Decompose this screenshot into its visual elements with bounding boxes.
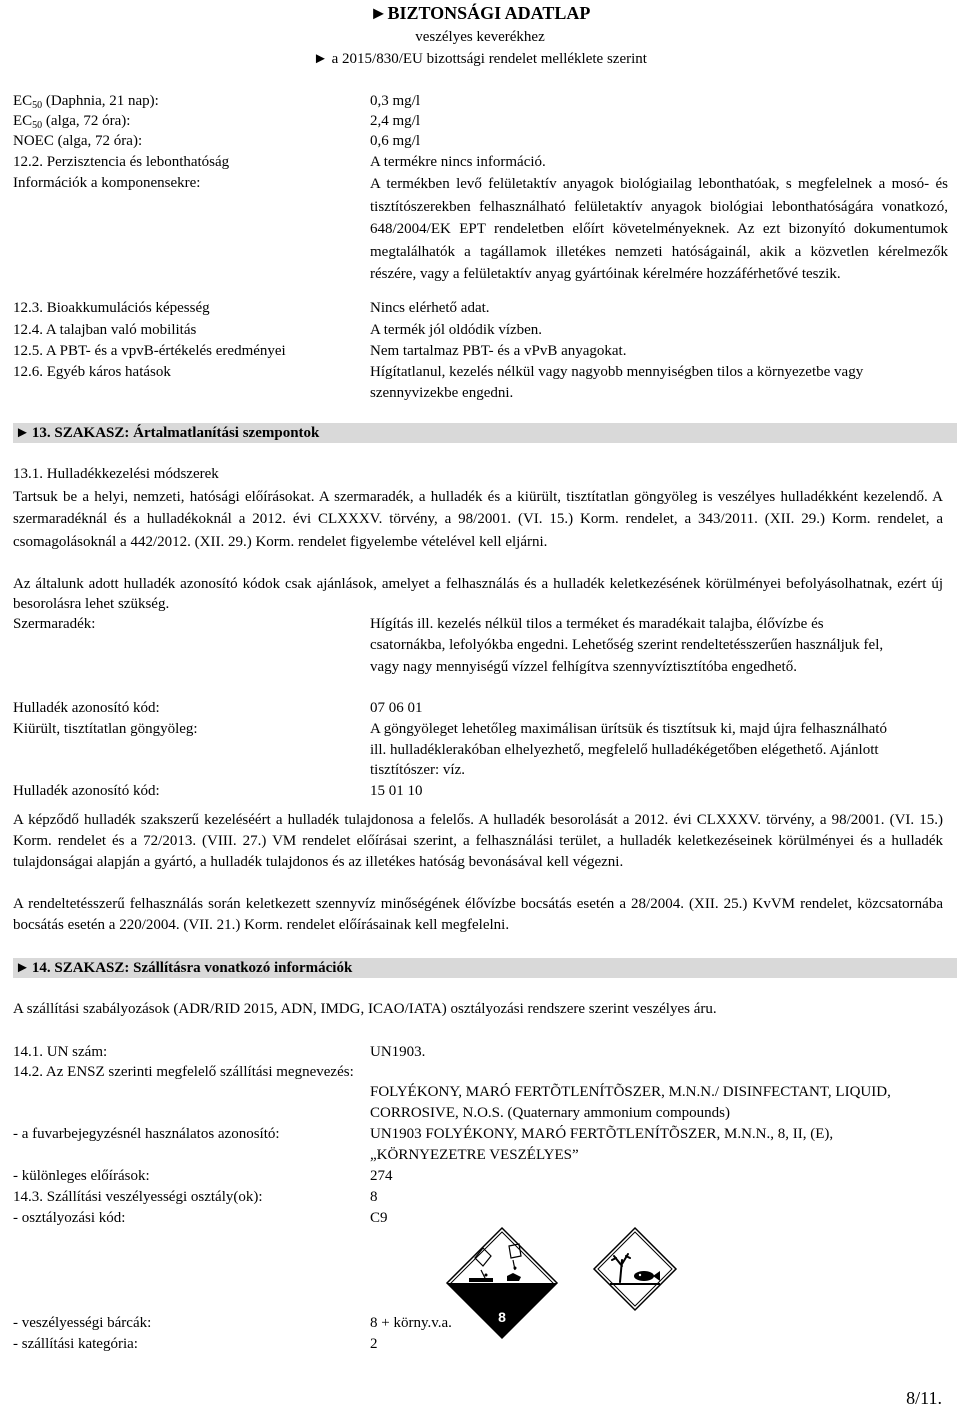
ecotox-label: NOEC (alga, 72 óra):: [13, 133, 143, 149]
ecotox-label: $EC_{50}$ (Daphnia, 21 nap):: [13, 93, 159, 111]
persistence-value: A termékre nincs információ.: [370, 154, 546, 170]
shipping-name-value: FOLYÉKONY, MARÓ FERTÕTLENÍTÕSZER, M.N.N./ DISINFECTANT, LIQUID, CORROSIVE, N.O.S. (Quaternary ammonium compounds): [370, 1084, 891, 1121]
classification-code-value: C9: [370, 1210, 388, 1226]
packaging-value: A göngyöleget lehetőleg maximálisan ürítsük és tisztítsuk ki, majd újra felhasználható ill. hulladéklerakóban elhelyezhető, megfelelő hulladékégetőben elégethető. Ajánlott tisztítószer: víz.: [370, 721, 887, 778]
residue-label: Szermaradék:: [13, 616, 96, 632]
waste-paragraph-2: Az általunk adott hulladék azonosító kódok csak ajánlások, amelyet a felhasználás és a hulladék keletkezésének körülményei befolyásolhatnak, ezért új besorolásra lehet szükség.: [13, 576, 943, 612]
ecotox-value: 2,4 mg/l: [370, 113, 421, 129]
waste-paragraph-4: A rendeltetésszerű felhasználás során keletkezett szennyvíz minőségének élővízbe bocsátás esetén a 28/2004. (XII. 25.) KvVM rendelet, közcsatornába bocsátás esetén a 220/2004. (VII. 21.) Korm. rendelet előírásainak kell megfelelni.: [13, 896, 943, 933]
transport-category-label: - szállítási kategória:: [13, 1336, 138, 1352]
residue-value: Hígítás ill. kezelés nélkül tilos a terméket és maradékait talajba, élővízbe és csatornákba, lefolyókba engedni. Lehetőség szerint rendeltetésszerűen használjuk fel, vagy nagy mennyiségű vízzel felhígítva szennyvíztisztítóba engedhető.: [370, 616, 884, 675]
cargo-id-label: - a fuvarbejegyzésnél használatos azonosító:: [13, 1126, 280, 1142]
waste-code-label: Hulladék azonosító kód:: [13, 700, 160, 716]
document-title: ►BIZTONSÁGI ADATLAP: [369, 3, 591, 23]
waste-code-value: 07 06 01: [370, 700, 423, 716]
transport-category-value: 2: [370, 1336, 378, 1352]
un-number-label: 14.1. UN szám:: [13, 1044, 108, 1060]
hazard-labels-label: - veszélyességi bárcák:: [13, 1315, 152, 1331]
section-14-title: 14. SZAKASZ: Szállításra vonatkozó információk: [31, 960, 353, 976]
section-14-header: [13, 958, 957, 978]
special-provisions-value: 274: [370, 1168, 393, 1184]
page-number: 8/11.: [906, 1388, 942, 1408]
pbt-value: Nem tartalmaz PBT- és a vPvB anyagokat.: [370, 343, 627, 359]
hazard-class-value: 8: [370, 1189, 378, 1205]
ecotox-value: 0,3 mg/l: [370, 93, 421, 109]
waste-paragraph-3: A képződő hulladék szakszerű kezeléséért a hulladék tulajdonosa a felelős. A hulladék besorolását a 2012. évi CLXXXV. törvény, a 98/2001. (VI. 15.) Korm. rendelet és a 72/2013. (VIII. 27.) VM rendelet előírásai szerint, a felhasználási terület, a hulladék keletkezéseinek körülményei és a hulladék tulajdonságai alapján a gyártó, a hulladék tulajdonos és az illetékes hatóság bevonásával kell végezni.: [13, 812, 943, 870]
section-arrow-icon: ►: [15, 425, 30, 441]
cargo-id-value: UN1903 FOLYÉKONY, MARÓ FERTÕTLENÍTÕSZER, M.N.N., 8, II, (E), „KÖRNYEZETRE VESZÉLYES”: [370, 1126, 834, 1163]
bioaccumulation-label: 12.3. Bioakkumulációs képesség: [13, 300, 210, 316]
waste-code-value: 15 01 10: [370, 783, 423, 799]
un-number-value: UN1903.: [370, 1044, 426, 1060]
section-arrow-icon: ►: [15, 960, 30, 976]
document-subtitle: veszélyes keverékhez: [415, 29, 545, 45]
section-13-title: 13. SZAKASZ: Ártalmatlanítási szempontok: [31, 425, 320, 441]
components-value: A termékben levő felületaktív anyagok biológiailag lebonthatóak, s megfelelnek a mosó- és tisztítószerekben felhasználható felületaktív anyagok biológiai lebonthatóságára vonatkozó, 648/2004/EK EPT rendeletben előírt követelményeknek. Az ezt bizonyító dokumentumok megtalálhatók a tagállamok illetékes nemzeti hatóságainál, akik a közvetlen kérelmezők részére, vagy a felületaktív anyag gyártóinak kérelmére hozzáférhetővé teszik.: [370, 176, 948, 282]
pbt-label: 12.5. A PBT- és a vpvB-értékelés eredményei: [13, 343, 286, 359]
mobility-label: 12.4. A talajban való mobilitás: [13, 322, 197, 338]
shipping-name-label: 14.2. Az ENSZ szerinti megfelelő szállítási megnevezés:: [13, 1064, 354, 1080]
bioaccumulation-value: Nincs elérhető adat.: [370, 300, 490, 316]
section-13-header: [13, 423, 957, 443]
hazard-labels-value: 8 + körny.v.a.: [370, 1315, 452, 1331]
waste-methods-subtitle: 13.1. Hulladékkezelési módszerek: [13, 466, 219, 482]
waste-code-label: Hulladék azonosító kód:: [13, 783, 160, 799]
transport-intro: A szállítási szabályozások (ADR/RID 2015, ADN, IMDG, ICAO/IATA) osztályozási rendszere szerint veszélyes áru.: [13, 1001, 717, 1017]
mobility-value: A termék jól oldódik vízben.: [370, 322, 543, 338]
persistence-label: 12.2. Perzisztencia és lebonthatóság: [13, 154, 230, 170]
ecotox-value: 0,6 mg/l: [370, 133, 421, 149]
classification-code-label: - osztályozási kód:: [13, 1210, 126, 1226]
components-label: Információk a komponensekre:: [13, 175, 201, 191]
hazard-class-label: 14.3. Szállítási veszélyességi osztály(ok):: [13, 1189, 263, 1205]
ecotox-label: $EC_{50}$ (alga, 72 óra):: [13, 113, 131, 131]
pictogram-number: 8: [498, 1309, 506, 1325]
waste-paragraph-1: Tartsuk be a helyi, nemzeti, hatósági előírásokat. A szermaradék, a hulladék és a kiürült, tisztítatlan göngyöleg is veszélyes hulladékként kezelendő. A szermaradéknál és a hulladékoknál a 2012. évi CLXXXV. törvény, a 98/2001. (VI. 15.) Korm. rendelet, a 343/2011. (XII. 29.) Korm. rendelet, a csomagolásoknál a 442/2012. (XII. 29.) Korm. rendelet figyelembe vételével kell eljárni.: [13, 489, 943, 550]
other-effects-label: 12.6. Egyéb káros hatások: [13, 364, 171, 380]
packaging-label: Kiürült, tisztítatlan göngyöleg:: [13, 721, 198, 737]
environment-hazard-icon: [592, 1226, 678, 1312]
corrosive-class-8-icon: [445, 1226, 559, 1340]
regulation-reference: ► a 2015/830/EU bizottsági rendelet melléklete szerint: [313, 51, 647, 67]
other-effects-value: Hígítatlanul, kezelés nélkül vagy nagyobb mennyiségben tilos a környezetbe vagy szennyvizekbe engedni.: [370, 364, 864, 401]
special-provisions-label: - különleges előírások:: [13, 1168, 150, 1184]
